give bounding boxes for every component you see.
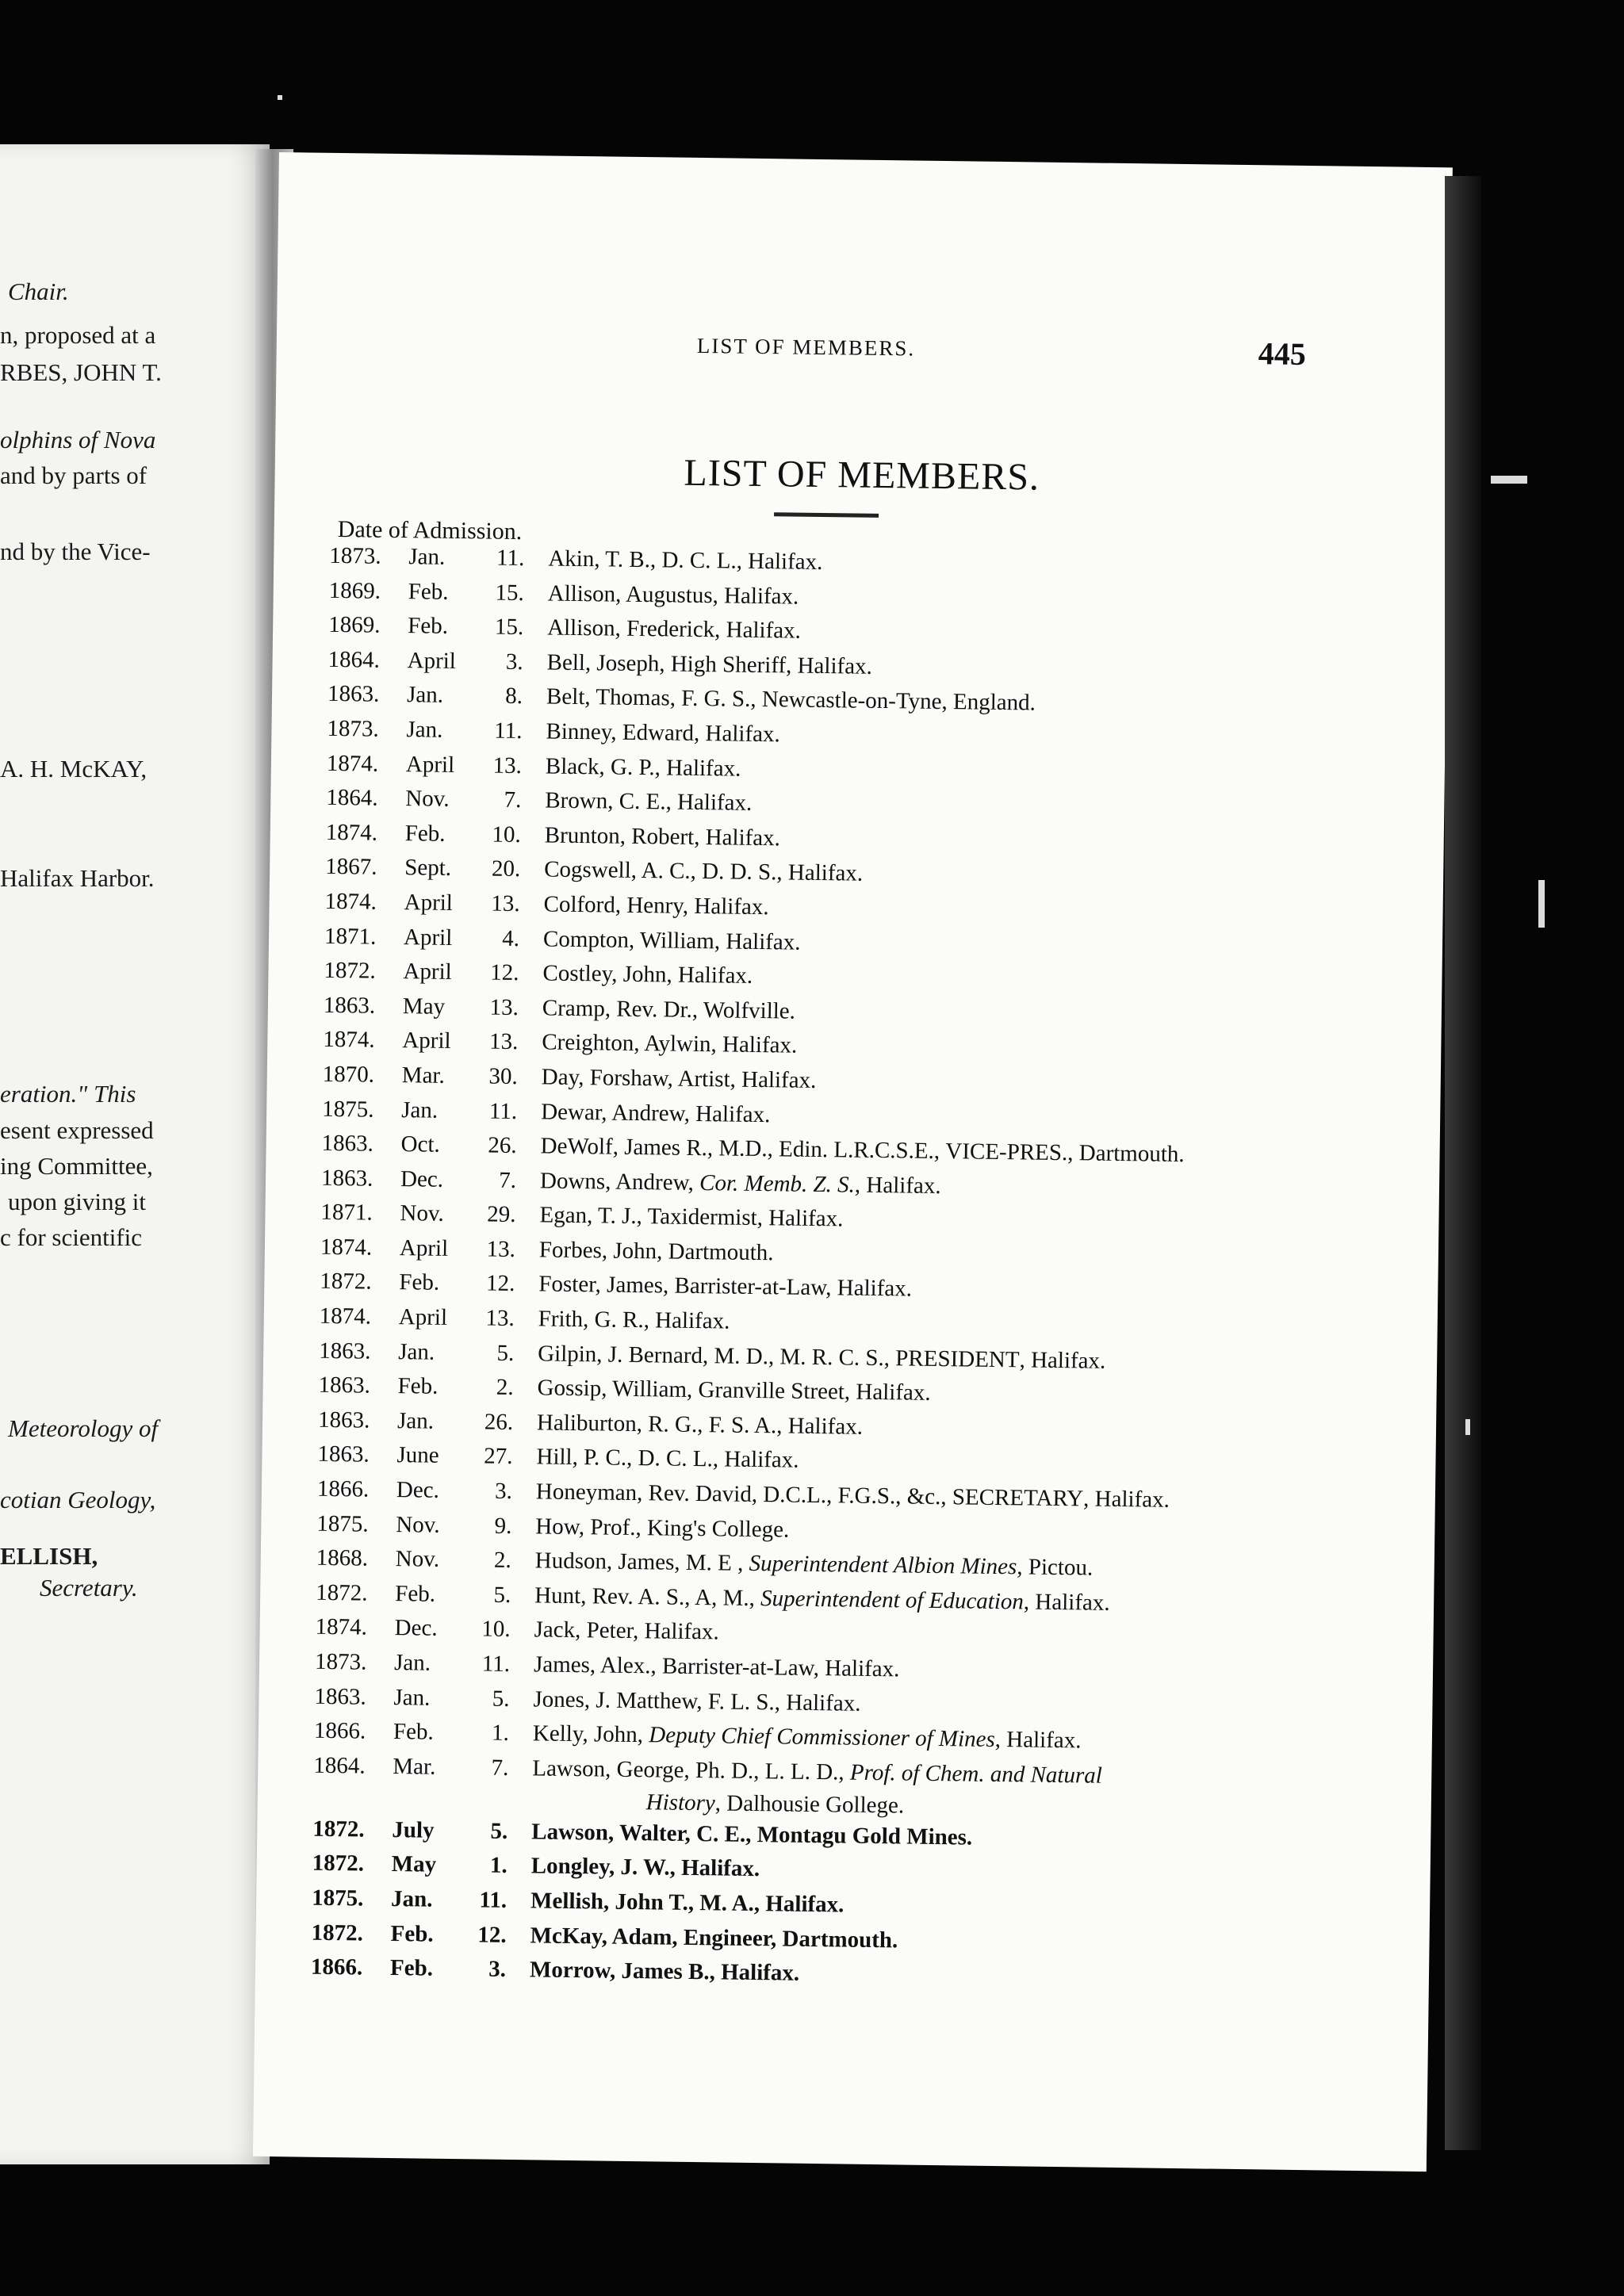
admission-month: June [396,1442,439,1469]
member-name-part: Prof. of Chem. and Natural [849,1759,1103,1789]
admission-month: April [403,959,452,985]
admission-day: 5. [493,1582,511,1608]
admission-day: 11. [481,1651,511,1677]
member-name: Lawson, Walter, C. E., Montagu Gold Mines. [531,1819,973,1850]
admission-day: 5. [492,1686,510,1712]
admission-day: 12. [477,1922,507,1948]
admission-month: April [402,1027,451,1054]
page-edge [1445,176,1481,2150]
facing-page-line: cotian Geology, [0,1486,156,1513]
member-name-part: SECRETARY [952,1484,1084,1512]
admission-month: May [402,993,446,1020]
admission-day: 8. [505,683,523,710]
admission-month: Nov. [405,786,450,813]
member-name: Day, Forshaw, Artist, Halifax. [541,1064,817,1093]
admission-month: Feb. [404,820,446,847]
admission-year: 1872. [312,1850,365,1877]
admission-month: April [405,751,455,778]
admission-day: 5. [496,1340,515,1366]
facing-page-line: Secretary. [40,1574,138,1601]
member-name-part: Superintendent Albion Mines [749,1551,1017,1580]
admission-year: 1866. [313,1717,366,1744]
page-445 [253,152,1453,2172]
admission-day: 13. [485,1305,515,1332]
admission-month: Feb. [408,578,449,605]
member-name: Binney, Edward, Halifax. [546,718,780,748]
facing-page-line: Meteorology of [8,1414,159,1442]
admission-year: 1863. [320,1165,373,1192]
facing-page-line: A. H. McKAY, [0,755,147,783]
admission-year: 1863. [327,681,380,708]
admission-month: Jan. [398,1338,435,1365]
admission-year: 1863. [319,1337,371,1364]
facing-page-line: olphins of Nova [0,426,156,453]
admission-day: 20. [491,855,521,882]
admission-year: 1873. [329,542,381,569]
admission-month: Nov. [395,1546,440,1573]
member-name-part: History [645,1789,716,1816]
facing-page-line: eration." This [0,1080,136,1108]
admission-year: 1868. [316,1544,369,1571]
admission-day: 11. [479,1887,508,1913]
page-number: 445 [1258,335,1307,372]
admission-year: 1863. [314,1683,366,1710]
admission-month: Nov. [400,1200,445,1227]
admission-month: Jan. [406,717,443,743]
admission-month: July [392,1816,435,1843]
admission-day: 10. [481,1616,511,1643]
admission-year: 1864. [326,785,378,811]
member-name: Akin, T. B., D. C. L., Halifax. [548,545,823,576]
scan-speck [1465,1419,1470,1435]
member-name: James, Alex., Barrister-at-Law, Halifax. [533,1651,900,1682]
scan-speck [1491,476,1527,484]
admission-year: 1872. [312,1816,365,1843]
admission-year: 1874. [320,1234,373,1261]
admission-month: Feb. [407,613,449,640]
admission-month: Jan. [408,544,446,570]
admission-month: Feb. [390,1920,434,1947]
admission-day: 13. [486,1236,516,1262]
admission-year: 1874. [325,819,378,846]
member-name: Haliburton, R. G., F. S. A., Halifax. [536,1410,864,1440]
admission-day: 13. [492,752,523,779]
member-name [540,1168,941,1200]
member-name: Longley, J. W., Halifax. [530,1853,760,1882]
member-name-part: , Dartmouth. [1067,1140,1185,1168]
date-of-admission-header: Date of Admission. [337,516,523,545]
member-name-part: PRESIDENT [895,1345,1020,1373]
facing-page-line: Chair. [8,277,69,305]
title-rule [774,512,879,518]
facing-page-line: nd by the Vice- [0,538,151,565]
admission-day: 5. [490,1818,508,1844]
admission-day: 30. [488,1063,518,1089]
admission-year: 1863. [318,1372,371,1399]
member-name: Morrow, James B., Halifax. [529,1957,800,1986]
member-name-part: Hudson, James, M. E , [534,1548,749,1577]
admission-day: 11. [494,718,523,744]
admission-day: 4. [502,925,520,951]
admission-day: 9. [494,1513,512,1539]
admission-month: April [403,924,453,951]
admission-year: 1872. [316,1579,368,1606]
facing-page-line: n, proposed at a [0,321,156,349]
member-name-part: , Halifax. [854,1172,941,1199]
member-name: Costley, John, Halifax. [542,960,753,989]
member-name: Creighton, Aylwin, Halifax. [542,1029,798,1058]
facing-page-line: RBES, JOHN T. [0,358,162,386]
scan-speck [1538,880,1545,928]
member-name-part: , Halifax. [994,1727,1082,1754]
admission-year: 1863. [317,1441,370,1468]
member-name-part: Deputy Chief Commissioner of Mines [649,1722,996,1753]
member-name-part: Honeyman, Rev. David, D.C.L., F.G.S., &c., [535,1479,953,1510]
admission-month: Feb. [393,1719,434,1745]
admission-day: 15. [495,580,524,606]
admission-year: 1875. [322,1096,374,1123]
member-name-part: Superintendent of Education [760,1585,1025,1615]
admission-month: Nov. [396,1511,440,1538]
admission-day: 7. [504,786,522,813]
admission-month: April [398,1304,448,1330]
admission-year: 1869. [327,612,381,638]
admission-month: Feb. [399,1269,440,1296]
admission-year: 1873. [327,715,379,742]
admission-month: Feb. [397,1373,439,1400]
member-name-part: Cor. Memb. Z. S. [699,1169,856,1198]
member-name-part: , Halifax. [1019,1347,1106,1374]
admission-month: Feb. [395,1580,436,1607]
facing-page-line: Halifax Harbor. [0,864,155,892]
member-name: Jack, Peter, Halifax. [534,1617,719,1645]
admission-day: 12. [485,1271,515,1297]
admission-day: 29. [487,1201,516,1228]
running-head: LIST OF MEMBERS. [696,333,916,361]
facing-page-line: upon giving it [8,1188,146,1215]
member-name: Bell, Joseph, High Sheriff, Halifax. [546,649,873,679]
member-name: Hill, P. C., D. C. L., Halifax. [536,1444,799,1474]
admission-year: 1872. [320,1269,372,1295]
admission-year: 1863. [323,992,376,1019]
admission-day: 11. [496,545,525,572]
member-name-part: Hunt, Rev. A. S., A, M., [534,1582,761,1611]
admission-day: 13. [489,994,519,1020]
admission-month: April [407,647,457,674]
admission-day: 7. [491,1755,509,1781]
admission-year: 1863. [317,1406,370,1433]
admission-month: Jan. [406,682,444,709]
member-name: Compton, William, Halifax. [542,925,801,955]
admission-year: 1875. [316,1510,369,1537]
admission-day: 26. [484,1409,514,1435]
member-name: Brown, C. E., Halifax. [545,787,753,817]
admission-month: April [399,1234,449,1261]
facing-page-fragment [0,144,270,2164]
admission-day: 11. [488,1098,518,1124]
member-name: Black, G. P., Halifax. [545,753,741,782]
facing-page-line: ELLISH, [0,1542,98,1570]
member-name-part: VICE-PRES. [945,1138,1068,1166]
admission-year: 1874. [323,1027,375,1053]
member-name: Gossip, William, Granville Street, Halifax. [537,1375,931,1406]
admission-day: 2. [496,1374,514,1401]
admission-year: 1872. [324,957,376,984]
member-name: McKay, Adam, Engineer, Dartmouth. [530,1922,898,1953]
admission-day: 1. [491,1720,510,1747]
member-name-part: , Halifax. [1023,1589,1110,1616]
admission-year: 1872. [311,1919,364,1946]
admission-month: Jan. [393,1650,431,1676]
member-name: Brunton, Robert, Halifax. [544,822,781,851]
admission-year: 1873. [314,1648,367,1675]
admission-month: Jan. [390,1886,433,1912]
admission-month: April [404,890,454,916]
admission-year: 1864. [313,1752,366,1779]
admission-day: 13. [491,890,520,916]
page-title: LIST OF MEMBERS. [684,451,1040,499]
admission-year: 1875. [311,1885,364,1911]
member-name-part: Lawson, George, Ph. D., L. L. D., [532,1755,851,1785]
member-name: Egan, T. J., Taxidermist, Halifax. [539,1202,844,1232]
admission-year: 1866. [310,1954,363,1980]
member-name-part: Kelly, John, [532,1720,649,1748]
admission-month: May [391,1851,437,1878]
member-name: How, Prof., King's College. [535,1513,790,1543]
scan-speck [278,95,282,100]
facing-page-line: esent expressed [0,1116,154,1144]
admission-day: 13. [488,1028,519,1055]
member-name: Jones, J. Matthew, F. L. S., Halifax. [533,1686,861,1716]
admission-year: 1874. [326,750,379,777]
admission-month: Mar. [401,1062,445,1089]
admission-month: Dec. [396,1477,440,1503]
member-name-part: DeWolf, James R., M.D., Edin. L.R.C.S.E., [540,1133,946,1165]
member-name-part: , Dalhousie Gollege. [714,1790,905,1819]
facing-page-line: ing Committee, [0,1152,153,1180]
admission-month: Dec. [400,1165,444,1192]
admission-year: 1871. [320,1200,373,1226]
admission-year: 1867. [324,854,377,881]
admission-year: 1866. [316,1475,370,1502]
member-name: Allison, Augustus, Halifax. [547,580,799,610]
member-name-part: Downs, Andrew, [539,1168,700,1196]
admission-day: 27. [484,1443,513,1470]
member-name: Allison, Frederick, Halifax. [546,614,802,644]
member-name: Cramp, Rev. Dr., Wolfville. [542,995,796,1024]
admission-year: 1874. [324,888,377,915]
admission-year: 1869. [328,577,381,604]
admission-day: 3. [494,1478,513,1505]
member-name: Colford, Henry, Halifax. [543,891,769,920]
admission-day: 26. [488,1132,517,1159]
member-name-part: , Halifax. [1082,1486,1170,1513]
admission-year: 1870. [322,1061,375,1088]
member-name-part: , Pictou. [1017,1554,1094,1581]
admission-year: 1874. [315,1614,368,1641]
admission-month: Dec. [394,1615,438,1642]
admission-year: 1871. [324,923,377,950]
admission-month: Oct. [400,1131,440,1158]
admission-day: 2. [493,1547,511,1574]
admission-year: 1864. [327,646,381,673]
admission-year: 1874. [319,1303,372,1330]
member-name: Dewar, Andrew, Halifax. [540,1098,771,1127]
member-name: Cogswell, A. C., D. D. S., Halifax. [543,856,864,887]
admission-day: 1. [489,1853,508,1879]
member-name: Belt, Thomas, F. G. S., Newcastle-on-Tyne, England. [546,683,1036,716]
admission-month: Jan. [393,1684,431,1711]
member-name: Frith, G. R., Halifax. [538,1306,730,1334]
member-name: Mellish, John T., M. A., Halifax. [530,1888,845,1918]
member-name: Foster, James, Barrister-at-Law, Halifax. [538,1271,913,1303]
member-name-part: Gilpin, J. Bernard, M. D., M. R. C. S., [537,1341,896,1371]
admission-month: Feb. [389,1955,434,1981]
facing-page-line: and by parts of [0,461,147,489]
admission-month: Jan. [400,1096,439,1123]
member-list [311,543,1456,2003]
admission-day: 3. [488,1956,507,1983]
member-name-continuation [646,1789,905,1819]
admission-day: 3. [505,649,523,675]
member-name: Forbes, John, Dartmouth. [538,1237,774,1266]
admission-day: 7. [499,1167,517,1193]
admission-month: Sept. [404,855,452,882]
facing-page-line: c for scientific [0,1223,143,1251]
admission-month: Jan. [396,1407,435,1434]
admission-year: 1863. [321,1130,374,1157]
admission-day: 12. [490,959,519,986]
admission-day: 10. [492,821,521,848]
admission-day: 15. [494,614,524,641]
admission-month: Mar. [393,1753,436,1780]
